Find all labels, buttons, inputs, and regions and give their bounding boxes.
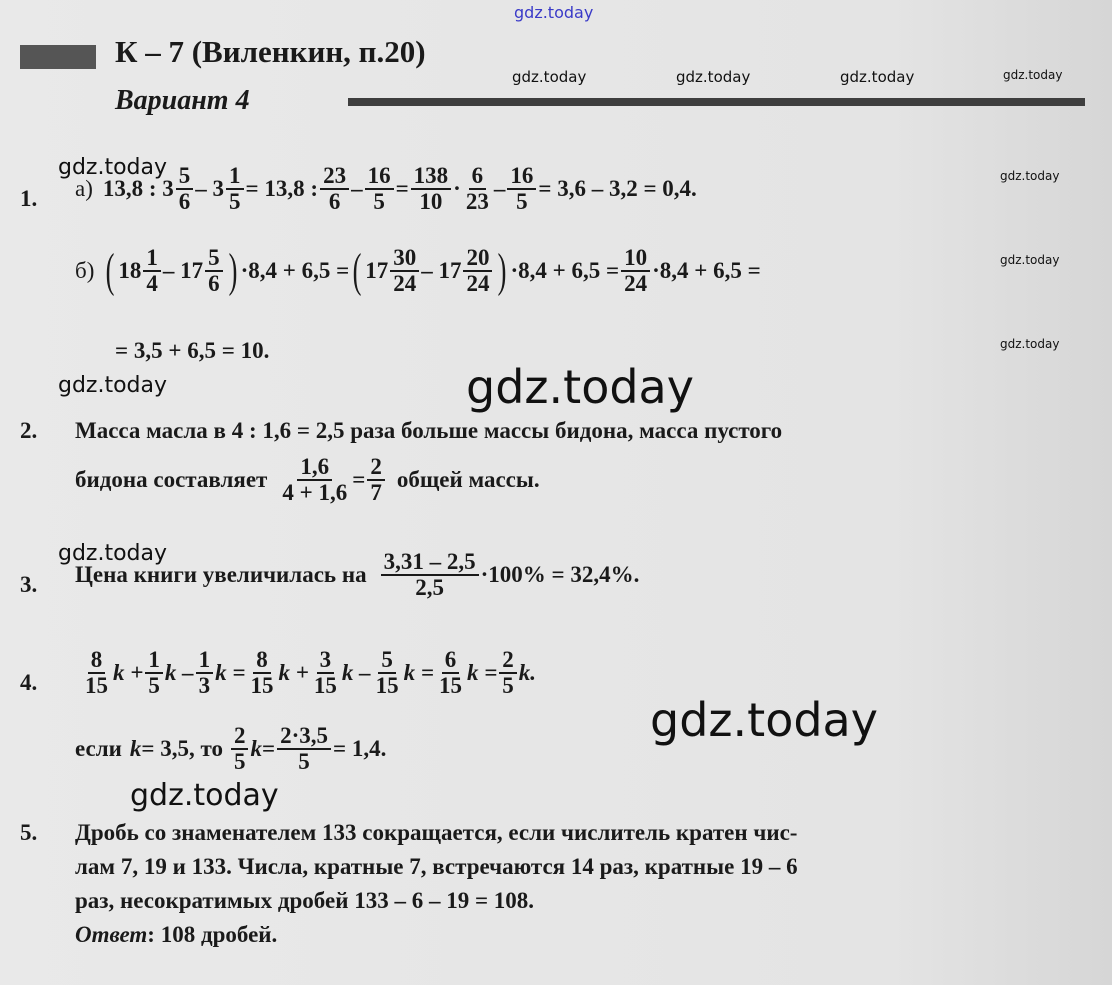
numerator: 1: [196, 648, 214, 674]
left-paren: (: [352, 244, 362, 298]
operator: k =: [466, 660, 498, 686]
denominator: 5: [233, 749, 246, 775]
fraction: [320, 164, 349, 214]
fraction: [463, 164, 492, 214]
fraction: [499, 648, 517, 698]
denominator: 15: [375, 673, 399, 699]
denominator: 4: [146, 271, 158, 297]
operator: k.: [518, 660, 537, 686]
expr: – 17: [421, 258, 462, 284]
watermark: gdz.today: [840, 68, 915, 86]
watermark: gdz.today: [676, 68, 751, 86]
denominator: 6: [208, 271, 220, 297]
task4-line2: [75, 724, 386, 774]
numerator: 5: [176, 164, 194, 190]
denominator: 24: [393, 271, 417, 297]
text: если: [75, 736, 122, 762]
fraction: [247, 648, 276, 698]
denominator: 7: [370, 480, 382, 506]
fraction: [311, 648, 340, 698]
numerator: 20: [463, 246, 492, 272]
numerator: 5: [378, 648, 396, 674]
fraction: [143, 246, 161, 296]
watermark: gdz.today: [130, 778, 279, 813]
numerator: 23: [320, 164, 349, 190]
operator: k –: [341, 660, 371, 686]
watermark: gdz.today: [1000, 169, 1060, 183]
task-number: 1.: [20, 186, 38, 211]
task-number: 3.: [20, 572, 38, 597]
fraction: [463, 246, 492, 296]
variable: k: [129, 736, 142, 762]
denominator: 23: [465, 189, 489, 215]
variant-title: Вариант 4: [115, 85, 250, 116]
task1b-line: [75, 246, 761, 296]
variable: k: [250, 736, 262, 762]
denominator: 4 + 1,6: [282, 480, 348, 506]
task-number: 2.: [20, 418, 38, 443]
task-number: 5.: [20, 820, 38, 845]
task4-line: [80, 648, 536, 698]
watermark: gdz.today: [58, 541, 168, 566]
fraction: [145, 648, 163, 698]
watermark: gdz.today: [1000, 253, 1060, 267]
expr: 13,8 : 3: [102, 176, 174, 202]
task1b-line2: = 3,5 + 6,5 = 10.: [115, 338, 270, 363]
numerator: 1: [226, 164, 244, 190]
numerator: 10: [621, 246, 650, 272]
numerator: 6: [442, 648, 460, 674]
header-rule: [348, 98, 1085, 106]
fraction: [365, 164, 394, 214]
expr: ·8,4 + 6,5 =: [240, 258, 350, 284]
denominator: 6: [178, 189, 191, 215]
numerator: 1: [145, 648, 163, 674]
denominator: 24: [466, 271, 490, 297]
numerator: 1,6: [297, 455, 332, 481]
expr: ·100% = 32,4%.: [480, 562, 640, 588]
denominator: 15: [85, 673, 108, 699]
expr: –: [351, 176, 363, 202]
denominator: 24: [624, 271, 648, 297]
right-paren: ): [228, 244, 237, 298]
numerator: 138: [411, 164, 452, 190]
text: бидона составляет: [75, 467, 268, 493]
fraction: [367, 455, 385, 505]
numerator: 6: [469, 164, 487, 190]
denominator: 5: [229, 189, 241, 215]
answer-label: Ответ: [75, 922, 148, 947]
expr: 18: [118, 258, 142, 284]
fraction: [205, 246, 223, 296]
expr: =: [395, 176, 409, 202]
operator: k +: [278, 660, 309, 686]
fraction: [621, 246, 650, 296]
header-marker: [20, 45, 96, 69]
fraction: [279, 455, 350, 505]
denominator: 3: [198, 673, 211, 699]
expr: ·8,4 + 6,5 =: [510, 258, 620, 284]
task-number: 4.: [20, 670, 38, 695]
task5-line2: лам 7, 19 и 133. Числа, кратные 7, встречаются 14 раз, кратные 19 – 6: [75, 854, 798, 879]
right-paren: ): [498, 244, 507, 298]
numerator: 16: [507, 164, 536, 190]
text: общей массы.: [396, 467, 540, 493]
expr: = 3,5, то: [141, 736, 223, 762]
denominator: 5: [373, 189, 385, 215]
denominator: 5: [502, 673, 514, 699]
denominator: 2,5: [415, 575, 444, 601]
fraction: [226, 164, 244, 214]
watermark-top: gdz.today: [514, 3, 594, 22]
fraction: [231, 724, 249, 774]
watermark: gdz.today: [1000, 337, 1060, 351]
task5-answer: [75, 922, 277, 948]
operator: k +: [113, 660, 144, 686]
expr: ·: [453, 176, 461, 202]
fraction: [196, 648, 214, 698]
page-title: К – 7 (Виленкин, п.20): [115, 34, 426, 69]
task2-line2: [75, 455, 540, 505]
task5-line3: раз, несократимых дробей 133 – 6 – 19 = 108.: [75, 888, 535, 913]
fraction: [373, 648, 402, 698]
fraction: [176, 164, 194, 214]
fraction: [381, 550, 479, 600]
denominator: 15: [313, 673, 337, 699]
fraction: [277, 724, 331, 774]
watermark: gdz.today: [1003, 68, 1063, 82]
denominator: 15: [250, 673, 274, 699]
expr: –: [493, 176, 506, 202]
numerator: 8: [88, 648, 106, 674]
fraction: [411, 164, 452, 214]
fraction: [82, 648, 111, 698]
numerator: 3: [317, 648, 335, 674]
label: б): [75, 258, 95, 284]
watermark-large: gdz.today: [650, 693, 878, 747]
denominator: 15: [438, 673, 462, 699]
denominator: 5: [516, 189, 528, 215]
operator: k –: [164, 660, 194, 686]
numerator: 30: [390, 246, 419, 272]
numerator: 2: [499, 648, 517, 674]
expr: = 13,8 :: [245, 176, 319, 202]
expr: =: [352, 467, 366, 493]
task5-line1: Дробь со знаменателем 133 сокращается, если числитель кратен чис-: [75, 820, 798, 845]
operator: k =: [403, 660, 434, 686]
numerator: 2: [231, 724, 249, 750]
task1a-line: [75, 164, 697, 214]
expr: ·8,4 + 6,5 =: [652, 258, 761, 284]
expr: – 17: [162, 258, 204, 284]
watermark: gdz.today: [58, 155, 168, 180]
expr: =: [261, 736, 276, 762]
watermark: gdz.today: [58, 373, 168, 398]
denominator: 10: [419, 189, 443, 215]
denominator: 5: [148, 673, 160, 699]
expr: – 3: [195, 176, 225, 202]
text: Цена книги увеличилась на: [75, 562, 367, 588]
fraction: [507, 164, 536, 214]
numerator: 2: [367, 455, 385, 481]
watermark: gdz.today: [512, 68, 587, 86]
expr: 17: [365, 258, 389, 284]
left-paren: (: [105, 244, 115, 298]
numerator: 2·3,5: [277, 724, 331, 750]
numerator: 5: [205, 246, 223, 272]
watermark-large: gdz.today: [466, 360, 694, 414]
numerator: 1: [143, 246, 161, 272]
fraction: [436, 648, 465, 698]
answer-text: : 108 дробей.: [147, 922, 278, 947]
numerator: 8: [253, 648, 271, 674]
numerator: 3,31 – 2,5: [381, 550, 479, 576]
task2-line1: Масса масла в 4 : 1,6 = 2,5 раза больше массы бидона, масса пустого: [75, 418, 783, 443]
expr: = 3,6 – 3,2 = 0,4.: [538, 176, 697, 202]
denominator: 5: [298, 749, 310, 775]
fraction: [390, 246, 419, 296]
label: а): [75, 176, 93, 202]
operator: k =: [215, 660, 246, 686]
expr: = 1,4.: [333, 736, 387, 762]
numerator: 16: [365, 164, 394, 190]
denominator: 6: [328, 189, 341, 215]
task3-line: [75, 550, 639, 600]
